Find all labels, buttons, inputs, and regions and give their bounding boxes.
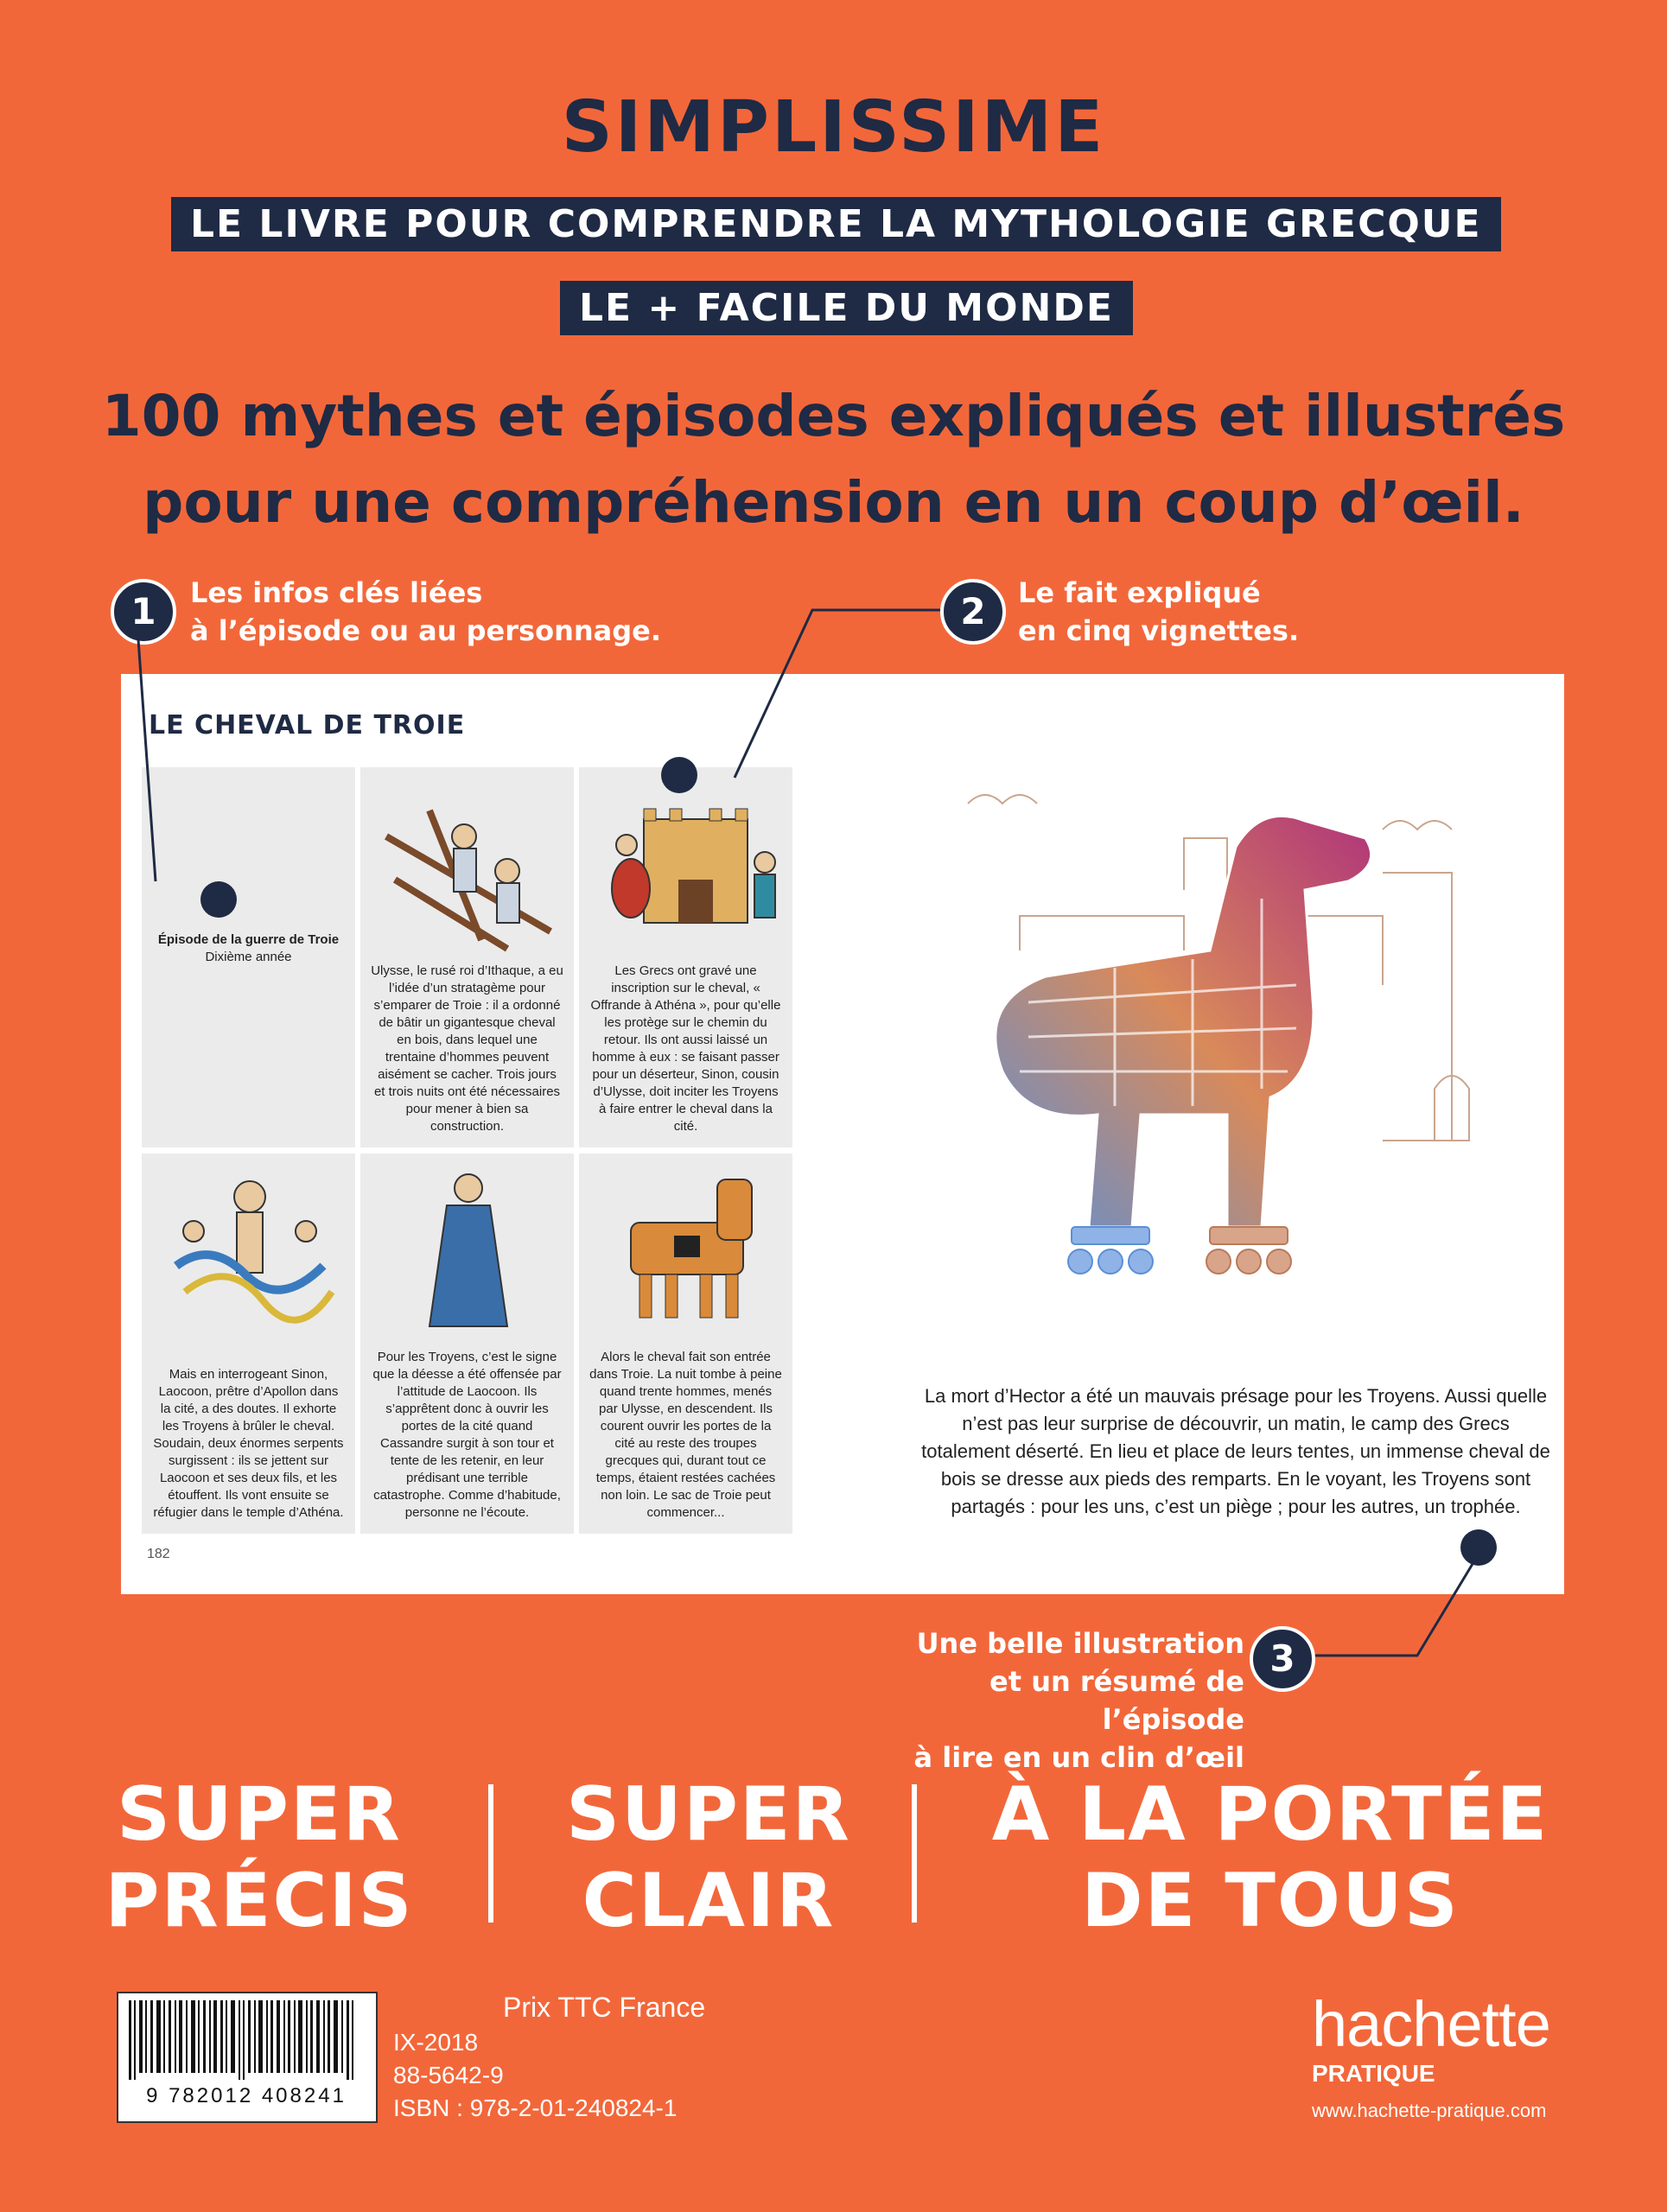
callout-line: à lire en un clin d’œil xyxy=(913,1741,1244,1774)
callout-number-1: 1 xyxy=(111,579,176,645)
slogan-precis xyxy=(78,1771,441,1944)
panel-text: Pour les Troyens, c’est le signe que la déesse a été offensée par l’attitude de Laocoon. Ils s’apprêtent donc à ouvrir les portes de la cité quand Cassandre surgit à son tour et tente de les retenir, en leur prédisant une terrible catastrophe. Comme d’habitude, personne ne l’écoute. xyxy=(372,1350,562,1520)
publisher-imprint: PRATIQUE xyxy=(1312,2060,1435,2087)
pub-code: 88-5642-9 xyxy=(393,2062,504,2088)
callout-number-2: 2 xyxy=(940,579,1006,645)
info-subtitle: Dixième année xyxy=(205,950,292,964)
publisher-url[interactable]: www.hachette-pratique.com xyxy=(1312,2100,1547,2121)
slogan-portee xyxy=(959,1771,1581,1944)
publication-codes xyxy=(393,2026,677,2125)
callout-line: et un résumé de l’épisode xyxy=(989,1665,1244,1736)
headline-line: 100 mythes et épisodes expliqués et illustrés xyxy=(101,383,1566,449)
slogan-line: SUPER xyxy=(117,1771,402,1858)
panel-text: Mais en interrogeant Sinon, Laocoon, prêtre d’Apollon dans la cité, a des doutes. Il exhorte les Troyens à brûler le cheval. Soudain, deux énormes serpents surgissent : ils se jettent sur Laocoon et ses deux fils, et les étouffent. Ils vont ensuite se réfugier dans le temple d’Athéna. xyxy=(153,1367,344,1520)
publisher-logo: hachette xyxy=(1312,1988,1550,2060)
slogan-line: SUPER xyxy=(566,1771,851,1858)
callout-line: en cinq vignettes. xyxy=(1018,614,1300,647)
episode-summary: La mort d’Hector a été un mauvais présage pour les Troyens. Aussi quelle n’est pas leur surprise de découvrir, un matin, le camp des Grecs totalement déserté. En lieu et place de leurs tentes, un immense cheval de bois se dresse aux pieds des remparts. En le voyant, les Troyens sont partagés : pour les uns, c’est un piège ; pour les autres, un trophée. xyxy=(921,1385,1550,1517)
divider xyxy=(912,1784,917,1923)
page-number: 182 xyxy=(147,1547,170,1561)
slogan-line: À LA PORTÉE xyxy=(991,1771,1549,1858)
callout-line: Le fait expliqué xyxy=(1018,576,1261,609)
panel-text: Les Grecs ont gravé une inscription sur le cheval, « Offrande à Athéna », pour qu’elle les protège sur le chemin du retour. Ils ont aussi laissé un homme à eux : se faisant passer pour un déserteur, Sinon, cousin d’Ulysse, doit inciter les Troyens à faire entrer le cheval dans la cité. xyxy=(590,963,781,1134)
isbn: ISBN : 978-2-01-240824-1 xyxy=(393,2094,678,2121)
series-title: SIMPLISSIME xyxy=(561,86,1106,168)
barcode-bars xyxy=(118,1993,372,2080)
slogan-clair xyxy=(536,1771,881,1944)
slogan-line: PRÉCIS xyxy=(105,1858,414,1944)
barcode-digits: 9 782012 408241 xyxy=(146,2084,347,2107)
info-title: Épisode de la guerre de Troie xyxy=(157,932,340,947)
page-title: LE CHEVAL DE TROIE xyxy=(149,710,466,741)
callout-number-3: 3 xyxy=(1250,1626,1315,1692)
callout-3 xyxy=(881,1624,1244,1777)
tagline-main: LE LIVRE POUR COMPRENDRE LA MYTHOLOGIE GRECQUE xyxy=(171,197,1501,251)
pub-code: IX-2018 xyxy=(393,2029,479,2056)
panel-text: Ulysse, le rusé roi d’Ithaque, a eu l’idée d’un stratagème pour s’emparer de Troie : il a ordonné de bâtir un gigantesque cheval en bois, dans lequel une trentaine d’hommes peuvent aisément se cacher. Trois jours et trois nuits ont été nécessaires pour mener à bien sa construction. xyxy=(371,963,563,1134)
price-label: Prix TTC France xyxy=(503,1992,706,2023)
slogan-line: DE TOUS xyxy=(1081,1858,1460,1944)
callout-line: à l’épisode ou au personnage. xyxy=(190,614,661,647)
callout-line: Les infos clés liées xyxy=(190,576,483,609)
panel-text: Alors le cheval fait son entrée dans Troie. La nuit tombe à peine quand trente hommes, menés par Ulysse, en descendent. Ils courent ouvrir les portes de la cité au reste des troupes grecques qui, durant tout ce temps, étaient restées cachées non loin. Le sac de Troie peut commencer... xyxy=(589,1350,782,1520)
callout-line: Une belle illustration xyxy=(916,1627,1244,1660)
tagline-easy: LE + FACILE DU MONDE xyxy=(560,281,1133,335)
divider xyxy=(488,1784,493,1923)
headline-line: pour une compréhension en un coup d’œil. xyxy=(143,469,1524,536)
slogan-line: CLAIR xyxy=(582,1858,836,1944)
